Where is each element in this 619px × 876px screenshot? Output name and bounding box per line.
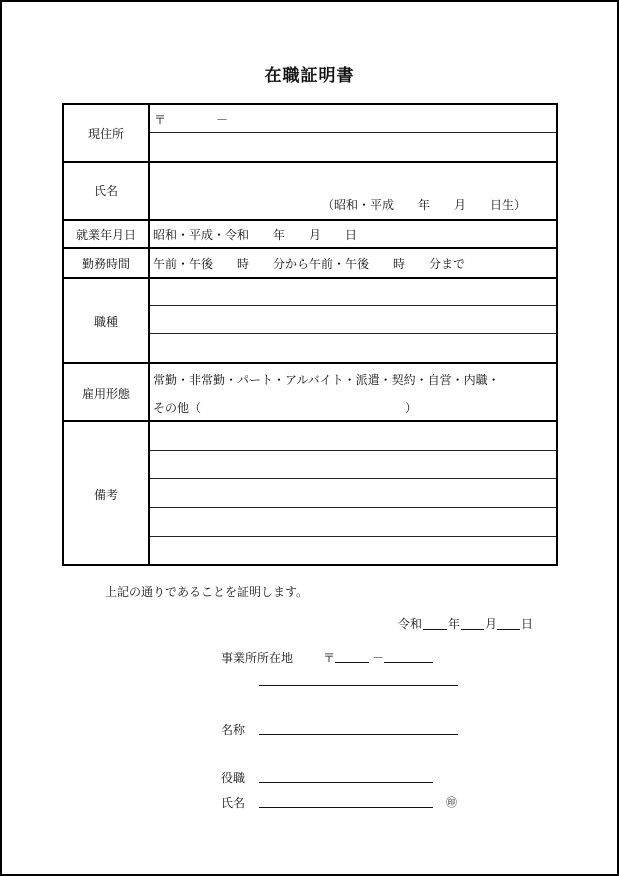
- job-type-field[interactable]: [150, 279, 556, 361]
- birth-date-note: （昭和・平成 年 月 日生）: [322, 198, 527, 212]
- address-label: 現住所: [87, 127, 124, 141]
- issuer-postal-mark: 〒: [323, 651, 336, 665]
- row-divider: [64, 362, 556, 364]
- issuer-position-label: 役職: [221, 771, 246, 785]
- certification-statement: 上記の通りであることを証明します。: [105, 585, 309, 599]
- work-hours-label: 勤務時間: [81, 257, 130, 271]
- address-field[interactable]: [150, 133, 556, 161]
- date-year-label: 年: [448, 617, 461, 631]
- issuer-address-blank[interactable]: [259, 685, 458, 686]
- issuer-name-label: 名称: [221, 723, 246, 737]
- seal-icon: ㊞: [446, 796, 457, 809]
- document-title: 在職証明書: [264, 66, 355, 86]
- row-divider: [64, 247, 556, 249]
- employment-form-label: 雇用形態: [81, 387, 130, 401]
- date-month-label: 月: [485, 617, 498, 631]
- employment-date-label: 就業年月日: [75, 228, 136, 242]
- issuer-person-blank[interactable]: [259, 807, 433, 808]
- remarks-label: 備考: [93, 488, 118, 502]
- issuer-postal-dash: －: [372, 651, 385, 665]
- issuer-location-label: 事業所所在地: [221, 651, 294, 665]
- job-type-label: 職種: [93, 315, 118, 329]
- remarks-field[interactable]: [150, 422, 556, 564]
- month-blank[interactable]: [461, 629, 484, 630]
- row-divider: [64, 219, 556, 221]
- address-postal-mark: 〒: [154, 113, 167, 127]
- employment-form-options-line2: その他（ ）: [153, 401, 418, 415]
- date-day-label: 日: [521, 617, 534, 631]
- address-postal-dash: －: [216, 113, 229, 127]
- issuer-name-blank[interactable]: [259, 734, 458, 735]
- work-hours-value: 午前・午後 時 分から午前・午後 時 分まで: [153, 257, 466, 271]
- employment-form-options-line1: 常勤・非常勤・パート・アルバイト・派遣・契約・自営・内職・: [153, 373, 500, 387]
- issuer-person-label: 氏名: [221, 796, 246, 810]
- name-label: 氏名: [93, 184, 118, 198]
- day-blank[interactable]: [497, 629, 520, 630]
- issuer-postal-first-blank[interactable]: [335, 662, 369, 663]
- employment-date-value: 昭和・平成・令和 年 月 日: [153, 228, 358, 242]
- name-field[interactable]: [150, 163, 556, 191]
- year-blank[interactable]: [423, 629, 447, 630]
- issuer-postal-second-blank[interactable]: [384, 662, 433, 663]
- issuer-position-blank[interactable]: [259, 782, 433, 783]
- date-era: 令和: [398, 617, 423, 631]
- certificate-form-table: [62, 103, 558, 566]
